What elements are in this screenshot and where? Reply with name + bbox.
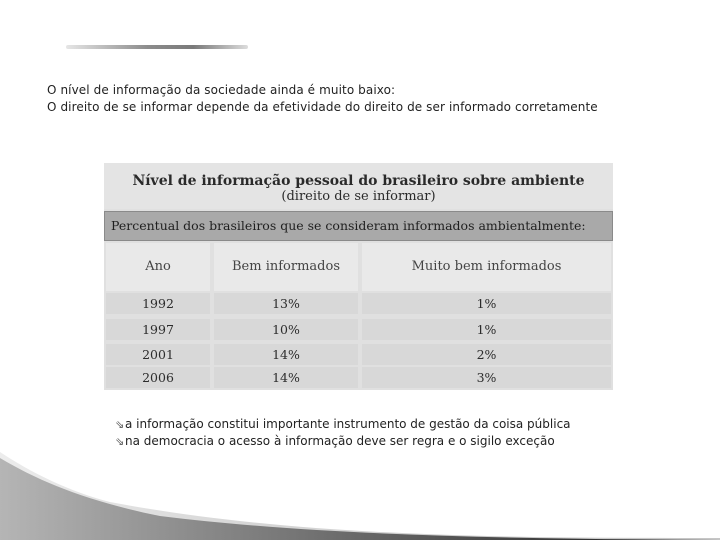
- table-cell-year: 1997: [106, 319, 210, 340]
- table-cell-bem: 14%: [214, 367, 358, 388]
- table-subtitle: (direito de se informar): [281, 189, 436, 204]
- header-ano: Ano: [106, 243, 210, 291]
- table-cell-muito-bem: 1%: [362, 319, 611, 340]
- arrow-bullet-icon: ⇘: [115, 418, 125, 431]
- table-cell-muito-bem: 1%: [362, 293, 611, 314]
- intro-line-2: O direito de se informar depende da efetividade do direito de ser informado corretamente: [47, 100, 598, 114]
- header-muito-bem-informados: Muito bem informados: [362, 243, 611, 291]
- table-cell-muito-bem: 2%: [362, 344, 611, 365]
- table-cell-year: 2001: [106, 344, 210, 365]
- table-cell-year: 1992: [106, 293, 210, 314]
- bullet-text: a informação constitui importante instrumento de gestão da coisa pública: [125, 417, 571, 431]
- table-caption: Percentual dos brasileiros que se consideram informados ambientalmente:: [104, 211, 613, 241]
- arrow-bullet-icon: ⇘: [115, 435, 125, 448]
- intro-line-1: O nível de informação da sociedade ainda é muito baixo:: [47, 83, 396, 97]
- table-cell-muito-bem: 3%: [362, 367, 611, 388]
- table-cell-bem: 13%: [214, 293, 358, 314]
- bullet-list: [115, 416, 571, 450]
- survey-table: [104, 163, 613, 390]
- bullet-text: na democracia o acesso à informação deve ser regra e o sigilo exceção: [125, 434, 555, 448]
- header-bem-informados: Bem informados: [214, 243, 358, 291]
- table-title-block: [104, 163, 613, 209]
- intro-text: [47, 82, 598, 116]
- list-item: [115, 433, 571, 450]
- table-title: Nível de informação pessoal do brasileiro sobre ambiente: [132, 173, 585, 189]
- table-cell-bem: 10%: [214, 319, 358, 340]
- list-item: [115, 416, 571, 433]
- decorative-top-rule: [66, 45, 248, 49]
- decorative-bottom-swoosh: [0, 452, 720, 540]
- table-cell-bem: 14%: [214, 344, 358, 365]
- table-cell-year: 2006: [106, 367, 210, 388]
